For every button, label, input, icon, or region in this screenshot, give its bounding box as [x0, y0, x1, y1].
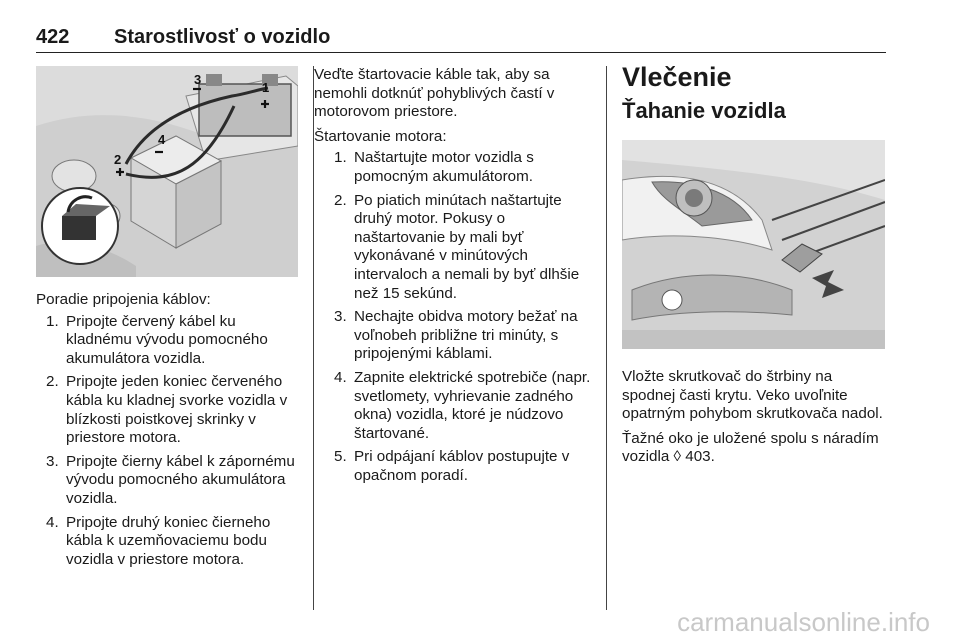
- cable-routing-note: Veďte štartovacie káble tak, aby sa nemohli dotknúť pohyblivých častí v motorovom priestore.: [314, 66, 555, 121]
- list-item: 4. Zapnite elektrické spotrebiče (napr. svetlomety, vyhrievanie zadného okna) vozidla, ktoré je núdzovo štartované.: [334, 368, 591, 442]
- list-item: 4. Pripojte druhý koniec čierneho kábla k uzemňovaciemu bodu vozidla v priestore motora.: [46, 513, 271, 568]
- tow-eye-cover-figure: [622, 140, 885, 349]
- right-column-body: [622, 368, 888, 467]
- tow-eye-storage-text: Ťažné oko je uložené spolu s náradím vozidla ◊ 403.: [622, 429, 879, 466]
- callout-1: 1: [262, 80, 270, 95]
- page-reference: 403.: [685, 448, 715, 466]
- right-column: [622, 62, 888, 124]
- watermark: carmanualsonline.info: [677, 607, 930, 637]
- page-reference-icon: ◊: [673, 448, 682, 466]
- list-item: 2. Po piatich minútach naštartujte druhý motor. Pokusy o naštartovanie by mali byť vykonávané v minútových intervaloch a nemali by byť dlhšie než 15 sekúnd.: [334, 191, 580, 302]
- list-item: 1. Naštartujte motor vozidla s pomocným akumulátorom.: [334, 149, 534, 185]
- battery-jump-start-figure: [36, 66, 298, 277]
- list-item: 3. Pripojte čierny kábel k zápornému vývodu pomocného akumulátora vozidla.: [46, 452, 295, 507]
- connection-steps: [36, 313, 300, 570]
- middle-column: [314, 66, 594, 490]
- page-header: [36, 26, 886, 53]
- left-column: [36, 291, 300, 574]
- towing-vehicle-subheading: Ťahanie vozidla: [622, 98, 786, 123]
- column-divider-2: [606, 66, 607, 610]
- section-title: Starostlivosť o vozidlo: [114, 26, 331, 48]
- towing-heading: Vlečenie: [622, 62, 732, 92]
- list-item: 5. Pri odpájaní káblov postupujte v opačnom poradí.: [334, 448, 570, 484]
- list-item: 2. Pripojte jeden koniec červeného kábla ku kladnej svorke vozidla v blízkosti poistkovej skrinky v priestore motora.: [46, 373, 288, 447]
- cover-removal-text: Vložte skrutkovač do štrbiny na spodnej časti krytu. Veko uvoľnite opatrným pohybom skrutkovača nadol.: [622, 368, 883, 423]
- callout-3: 3: [194, 72, 202, 87]
- callout-4: 4: [158, 132, 166, 147]
- page-number: 422: [36, 26, 70, 48]
- callout-2: 2: [114, 152, 122, 167]
- engine-start-steps: [314, 149, 594, 485]
- list-item: 3. Nechajte obidva motory bežať na voľnobeh približne tri minúty, s pripojenými káblami.: [334, 308, 578, 363]
- front-bumper-illustration: [622, 140, 885, 349]
- engine-bay-illustration: [36, 66, 298, 277]
- list-item: 1. Pripojte červený kábel ku kladnému vývodu pomocného akumulátora vozidla.: [46, 312, 268, 367]
- connection-order-intro: Poradie pripojenia káblov:: [36, 291, 211, 308]
- engine-start-intro: Štartovanie motora:: [314, 127, 447, 145]
